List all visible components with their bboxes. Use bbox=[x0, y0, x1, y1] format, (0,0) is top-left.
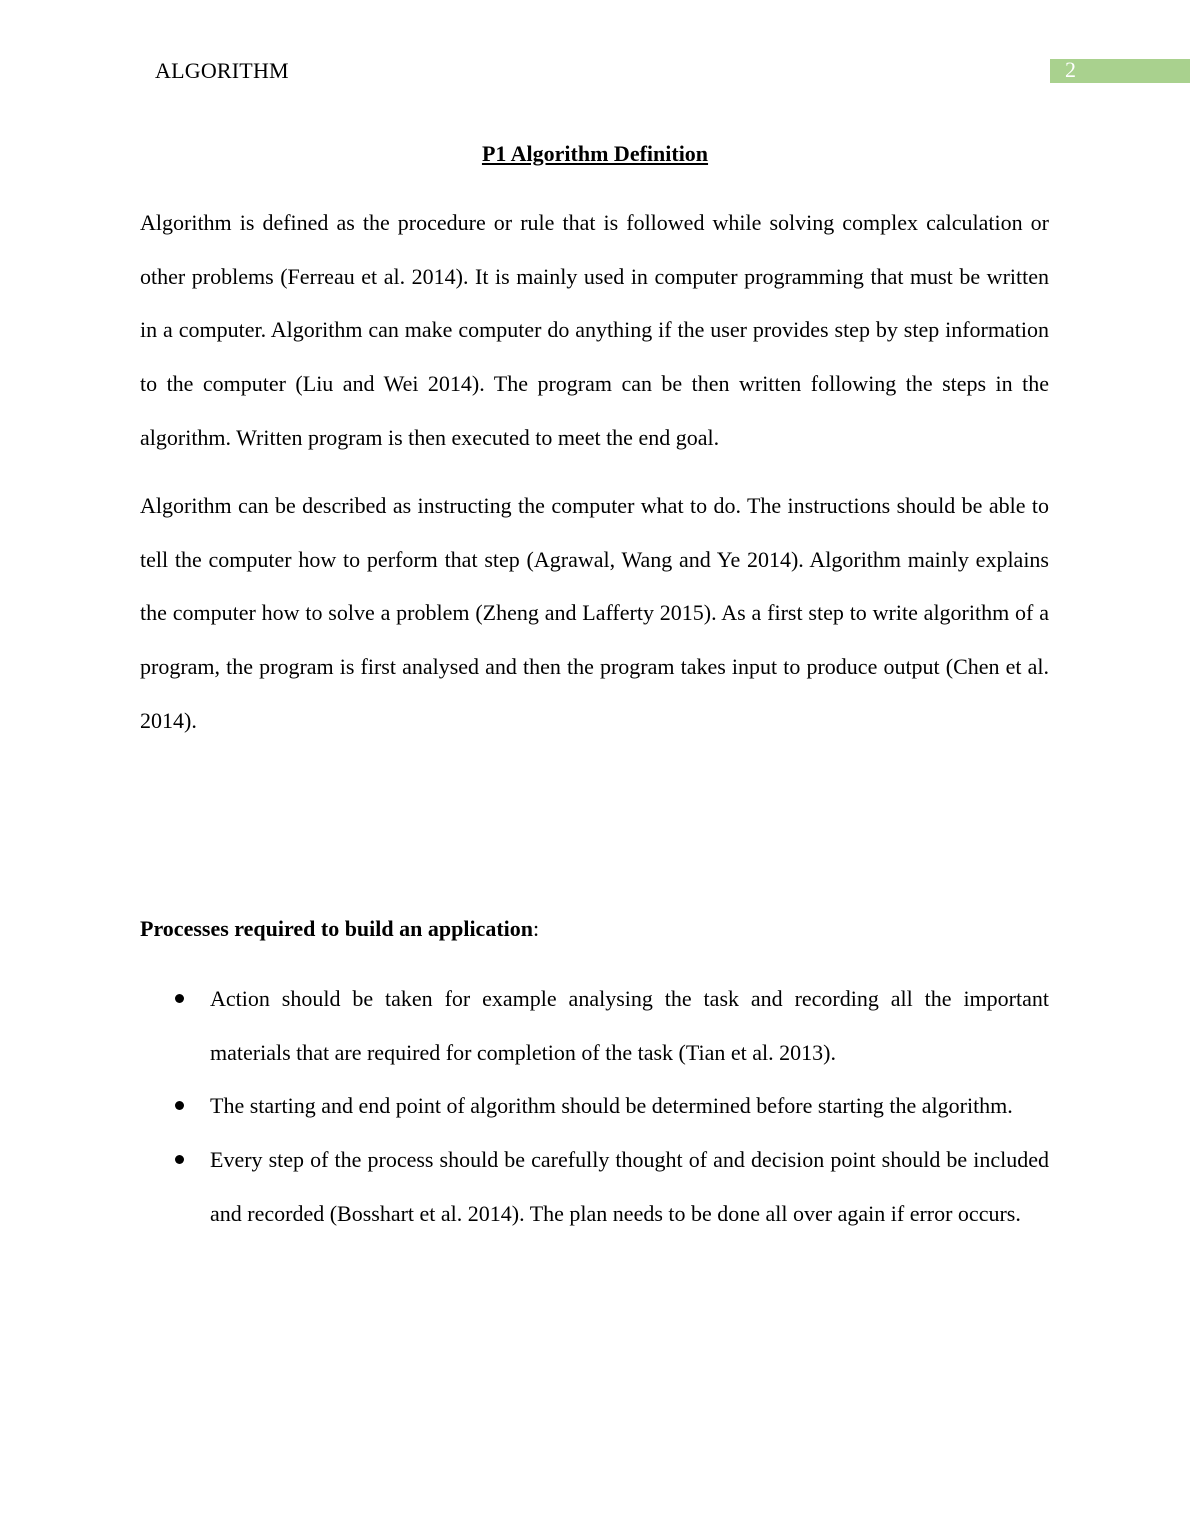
bullet-icon bbox=[175, 1155, 184, 1164]
processes-list bbox=[140, 972, 1049, 1241]
bullet-icon bbox=[175, 1101, 184, 1110]
list-item-text: Action should be taken for example analysing the task and recording all the important materials that are required for completion of the task (Tian et al. 2013). bbox=[210, 986, 1049, 1065]
section-title: P1 Algorithm Definition bbox=[481, 141, 709, 166]
list-item bbox=[140, 1079, 1049, 1133]
list-item-text: The starting and end point of algorithm should be determined before starting the algorithm. bbox=[210, 1093, 1013, 1119]
body-paragraph: Algorithm is defined as the procedure or rule that is followed while solving complex calculation or other problems (Ferreau et al. 2014). It is mainly used in computer programming that must be written in a computer. Algorithm can make computer do anything if the user provides step by step information to the computer (Liu and Wei 2014). The program can be then written following the steps in the algorithm. Written program is then executed to meet the end goal. bbox=[140, 210, 1049, 450]
body-paragraph: Algorithm can be described as instructing the computer what to do. The instructions should be able to tell the computer how to perform that step (Agrawal, Wang and Ye 2014). Algorithm mainly explains the computer how to solve a problem (Zheng and Lafferty 2015). As a first step to write algorithm of a program, the program is first analysed and then the program takes input to produce output (Chen et al. 2014). bbox=[140, 493, 1049, 733]
processes-heading-colon: : bbox=[533, 916, 540, 941]
processes-heading-text: Processes required to build an application bbox=[140, 916, 533, 941]
list-item bbox=[140, 1133, 1049, 1240]
running-header-title: ALGORITHM bbox=[155, 58, 289, 83]
bullet-icon bbox=[175, 994, 184, 1003]
page-number: 2 bbox=[1065, 57, 1076, 82]
list-item bbox=[140, 972, 1049, 1079]
processes-heading bbox=[140, 914, 539, 944]
page-number-bar bbox=[1050, 59, 1190, 83]
list-item-text: Every step of the process should be carefully thought of and decision point should be included and recorded (Bosshart et al. 2014). The plan needs to be done all over again if error occurs. bbox=[210, 1147, 1049, 1226]
